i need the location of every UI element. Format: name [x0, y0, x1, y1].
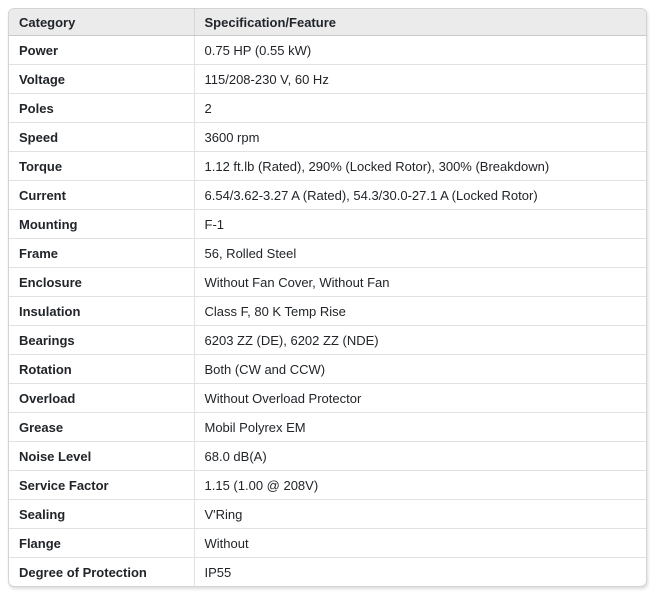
- specification-cell: Mobil Polyrex EM: [194, 413, 646, 442]
- specification-cell: Both (CW and CCW): [194, 355, 646, 384]
- specification-cell: F-1: [194, 210, 646, 239]
- specification-cell: 1.15 (1.00 @ 208V): [194, 471, 646, 500]
- table-row: [9, 442, 646, 471]
- category-cell: Flange: [9, 529, 194, 558]
- specification-table: [9, 9, 646, 586]
- category-cell: Noise Level: [9, 442, 194, 471]
- table-row: [9, 210, 646, 239]
- table-body: [9, 36, 646, 587]
- table-row: [9, 36, 646, 65]
- specification-cell: V'Ring: [194, 500, 646, 529]
- table-row: [9, 123, 646, 152]
- category-cell: Torque: [9, 152, 194, 181]
- table-row: [9, 65, 646, 94]
- specification-cell: Without: [194, 529, 646, 558]
- category-cell: Frame: [9, 239, 194, 268]
- category-cell: Overload: [9, 384, 194, 413]
- category-cell: Power: [9, 36, 194, 65]
- table-row: [9, 471, 646, 500]
- category-cell: Bearings: [9, 326, 194, 355]
- table-row: [9, 94, 646, 123]
- specification-cell: 0.75 HP (0.55 kW): [194, 36, 646, 65]
- specification-cell: Without Overload Protector: [194, 384, 646, 413]
- specification-cell: Without Fan Cover, Without Fan: [194, 268, 646, 297]
- specification-cell: Class F, 80 K Temp Rise: [194, 297, 646, 326]
- category-cell: Insulation: [9, 297, 194, 326]
- category-cell: Enclosure: [9, 268, 194, 297]
- category-cell: Voltage: [9, 65, 194, 94]
- table-row: [9, 152, 646, 181]
- specification-cell: 3600 rpm: [194, 123, 646, 152]
- category-cell: Service Factor: [9, 471, 194, 500]
- header-row: [9, 9, 646, 36]
- specification-cell: 6.54/3.62-3.27 A (Rated), 54.3/30.0-27.1 A (Locked Rotor): [194, 181, 646, 210]
- specification-cell: 56, Rolled Steel: [194, 239, 646, 268]
- specification-cell: IP55: [204, 564, 232, 580]
- table-row: [9, 268, 646, 297]
- table-row: [9, 239, 646, 268]
- specification-cell: 68.0 dB(A): [194, 442, 646, 471]
- table-row: [9, 529, 646, 558]
- category-cell: Speed: [9, 123, 194, 152]
- category-cell: Degree of Protection: [9, 558, 194, 587]
- specification-cell: 115/208-230 V, 60 Hz: [194, 65, 646, 94]
- table-row: [9, 355, 646, 384]
- specification-cell: 2: [194, 94, 646, 123]
- table-row: [9, 413, 646, 442]
- category-cell: Poles: [9, 94, 194, 123]
- category-cell: Rotation: [9, 355, 194, 384]
- table-row: [9, 500, 646, 529]
- table-row: [9, 297, 646, 326]
- table-row: [9, 326, 646, 355]
- specification-cell: 6203 ZZ (DE), 6202 ZZ (NDE): [194, 326, 646, 355]
- category-cell: Current: [9, 181, 194, 210]
- category-cell: Sealing: [9, 500, 194, 529]
- table-row: [9, 181, 646, 210]
- column-header-specification: Specification/Feature: [194, 9, 646, 36]
- category-cell: Grease: [9, 413, 194, 442]
- column-header-category: Category: [9, 9, 194, 36]
- specification-cell: 1.12 ft.lb (Rated), 290% (Locked Rotor), 300% (Breakdown): [194, 152, 646, 181]
- table-row: [9, 558, 646, 587]
- category-cell: Mounting: [9, 210, 194, 239]
- table-row: [9, 384, 646, 413]
- specification-table-container: [8, 8, 647, 587]
